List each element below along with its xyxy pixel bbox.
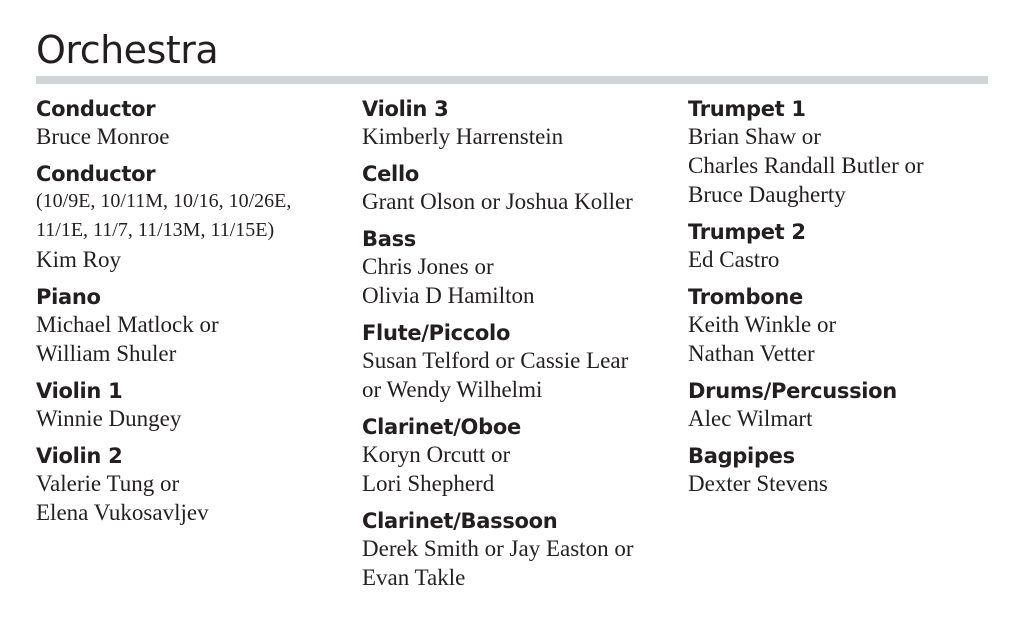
performer-name: Koryn Orcutt or bbox=[362, 442, 511, 467]
roster-column-2 bbox=[362, 96, 688, 602]
title-divider bbox=[36, 76, 988, 84]
performer-name: Valerie Tung or bbox=[36, 471, 180, 496]
roster-section bbox=[688, 284, 988, 368]
performer-name: Susan Telford or Cassie Lear bbox=[362, 348, 629, 373]
schedule-note: (10/9E, 10/11M, 10/16, 10/26E, bbox=[36, 190, 292, 212]
performer-name: Michael Matlock or bbox=[36, 312, 219, 337]
performer-name: Keith Winkle or bbox=[688, 312, 837, 337]
roster-section bbox=[36, 378, 362, 433]
roster-column-1 bbox=[36, 96, 362, 602]
performer-name: Bruce Daugherty bbox=[688, 182, 846, 207]
performer-name: Elena Vukosavljev bbox=[36, 500, 209, 525]
role-heading: Trombone bbox=[688, 285, 803, 309]
roster-section bbox=[362, 320, 688, 404]
role-heading: Clarinet/Oboe bbox=[362, 415, 521, 439]
performer-name: William Shuler bbox=[36, 341, 177, 366]
role-heading: Bagpipes bbox=[688, 444, 795, 468]
roster-section bbox=[362, 161, 688, 216]
performer-name: Nathan Vetter bbox=[688, 341, 815, 366]
role-heading: Violin 1 bbox=[36, 379, 123, 403]
performer-name: Dexter Stevens bbox=[688, 471, 828, 496]
performer-name: Grant Olson or Joshua Koller bbox=[362, 189, 633, 214]
performer-name: or Wendy Wilhelmi bbox=[362, 377, 543, 402]
performer-name: Brian Shaw or bbox=[688, 124, 821, 149]
performer-name: Kim Roy bbox=[36, 247, 121, 272]
performer-name: Winnie Dungey bbox=[36, 406, 182, 431]
page-title: Orchestra bbox=[36, 28, 219, 72]
performer-name: Derek Smith or Jay Easton or bbox=[362, 536, 634, 561]
roster-section bbox=[362, 414, 688, 498]
roster-section bbox=[36, 443, 362, 527]
roster-section bbox=[362, 226, 688, 310]
role-heading: Flute/Piccolo bbox=[362, 321, 511, 345]
role-heading: Bass bbox=[362, 227, 416, 251]
role-heading: Drums/Percussion bbox=[688, 379, 897, 403]
roster-columns bbox=[36, 96, 996, 602]
performer-name: Lori Shepherd bbox=[362, 471, 495, 496]
performer-name: Ed Castro bbox=[688, 247, 780, 272]
role-heading: Conductor bbox=[36, 162, 156, 186]
role-heading: Piano bbox=[36, 285, 101, 309]
role-heading: Violin 3 bbox=[362, 97, 449, 121]
role-heading: Cello bbox=[362, 162, 419, 186]
roster-section bbox=[362, 508, 688, 592]
performer-name: Kimberly Harrenstein bbox=[362, 124, 564, 149]
roster-section bbox=[688, 96, 988, 209]
performer-name: Alec Wilmart bbox=[688, 406, 813, 431]
schedule-note: 11/1E, 11/7, 11/13M, 11/15E) bbox=[36, 219, 275, 241]
role-heading: Trumpet 2 bbox=[688, 220, 806, 244]
roster-section bbox=[688, 443, 988, 498]
performer-name: Bruce Monroe bbox=[36, 124, 170, 149]
roster-section bbox=[362, 96, 688, 151]
role-heading: Trumpet 1 bbox=[688, 97, 806, 121]
role-heading: Clarinet/Bassoon bbox=[362, 509, 558, 533]
role-heading: Violin 2 bbox=[36, 444, 123, 468]
roster-section bbox=[688, 219, 988, 274]
performer-name: Evan Takle bbox=[362, 565, 466, 590]
roster-section bbox=[36, 284, 362, 368]
roster-section bbox=[36, 96, 362, 151]
role-heading: Conductor bbox=[36, 97, 156, 121]
performer-name: Chris Jones or bbox=[362, 254, 494, 279]
performer-name: Charles Randall Butler or bbox=[688, 153, 924, 178]
roster-section bbox=[688, 378, 988, 433]
performer-name: Olivia D Hamilton bbox=[362, 283, 535, 308]
roster-column-3 bbox=[688, 96, 988, 602]
roster-section bbox=[36, 161, 362, 274]
